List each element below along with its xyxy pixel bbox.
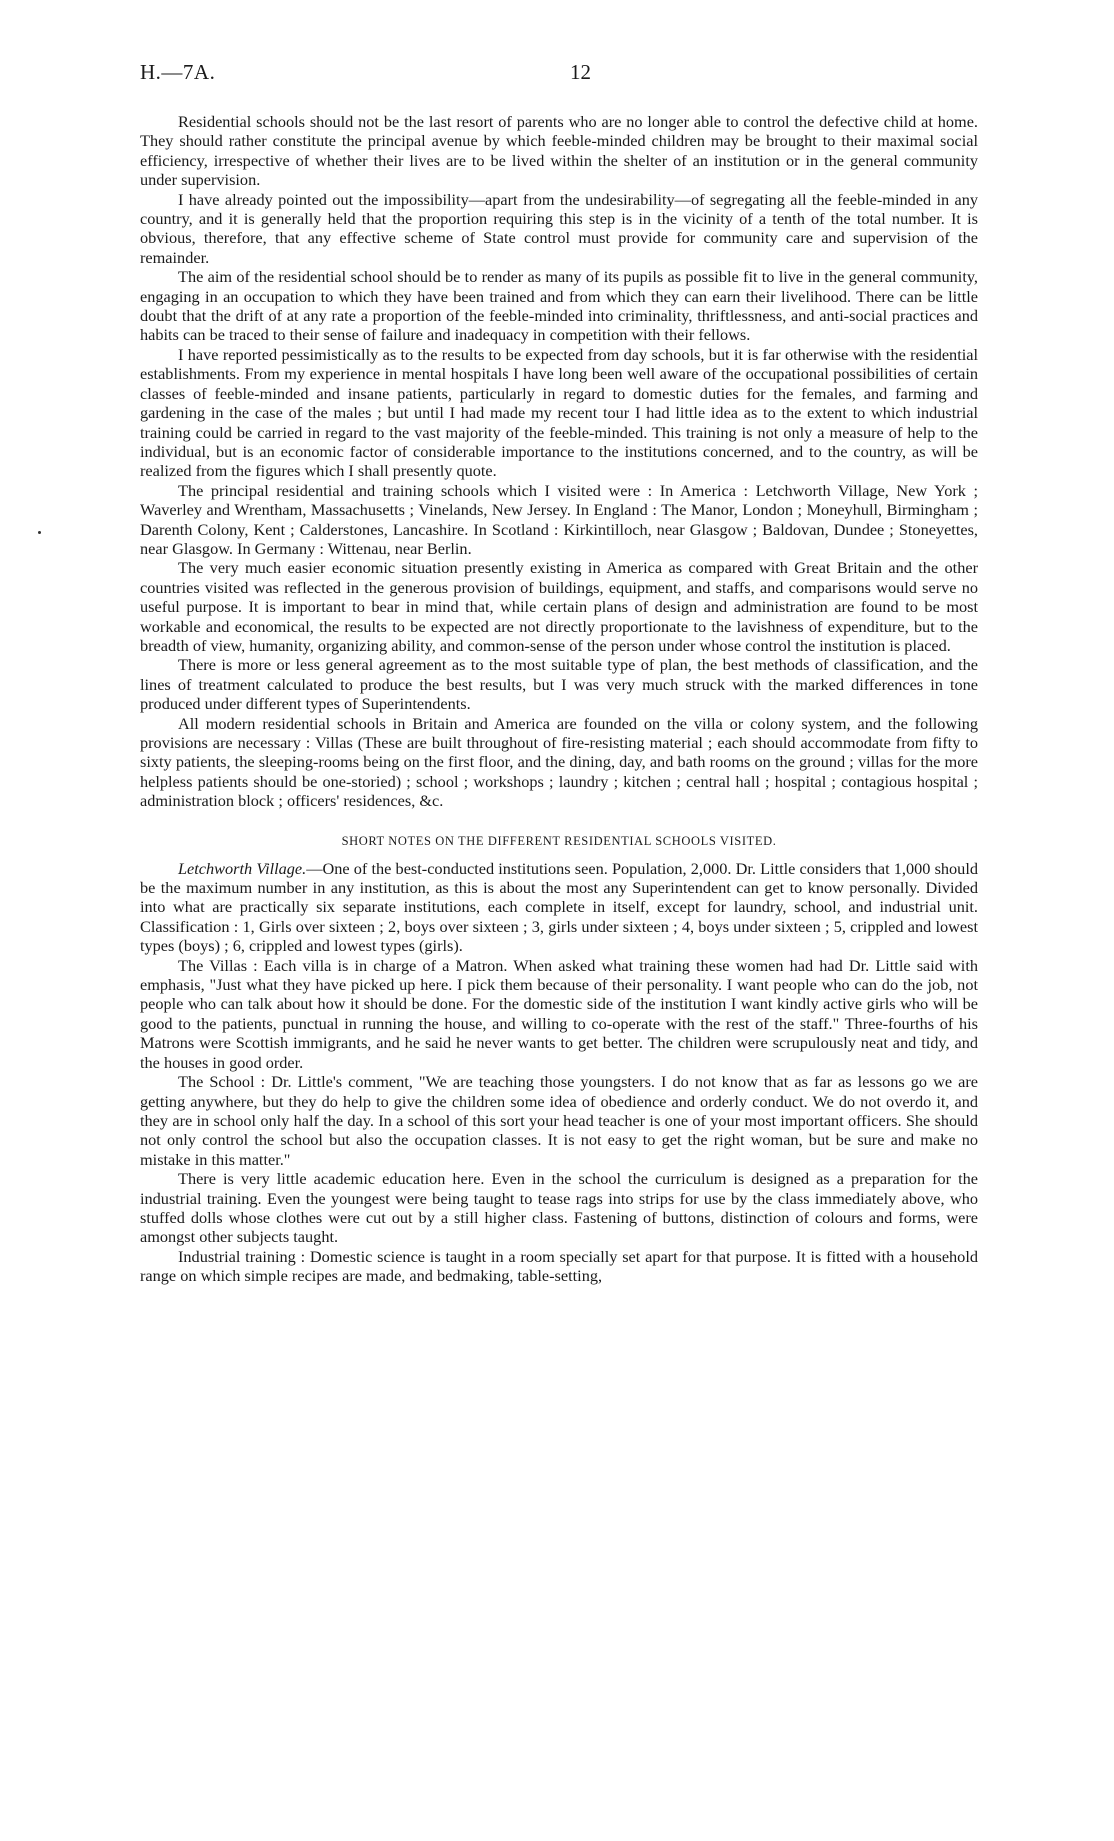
page-header xyxy=(140,60,978,88)
paragraph: The very much easier economic situation presently existing in America as compared with Great Britain and the other countries visited was reflected in the generous provision of buildings, equipment, and staffs, and comparisons would serve no useful purpose. It is important to bear in mind that, while certain plans of design and administration are found to be most workable and economical, the results to be expected are not directly proportionate to the lavishness of expenditure, but to the breadth of view, humanity, organizing ability, and common-sense of the person under whose control the institution is placed. xyxy=(140,558,978,655)
document-body xyxy=(140,112,978,1286)
paragraph-letchworth xyxy=(140,859,978,956)
paragraph: All modern residential schools in Britain and America are founded on the villa or colony system, and the following provisions are necessary : Villas (These are built throughout of fire-resisting material ; each should accommodate from fifty to sixty patients, the sleeping-rooms being on the first floor, and the dining, day, and bath rooms on the ground ; villas for the more helpless patients should be one-storied) ; school ; workshops ; laundry ; kitchen ; central hall ; hospital ; contagious hospital ; administration block ; officers' residences, &c. xyxy=(140,713,978,811)
institution-name: Letchworth Village. xyxy=(178,858,307,878)
institution-description: —One of the best-conducted institutions seen. Population, 2,000. Dr. Little considers that 1,000 should be the maximum number in any institution, as this is about the most any Superintendent can get to know personally. Divided into what are practically six separate institutions, each complete in itself, except for laundry, school, and industrial unit. Classification : 1, Girls over sixteen ; 2, boys over sixteen ; 3, girls under sixteen ; 4, boys under sixteen ; 5, crippled and lowest types (boys) ; 6, crippled and lowest types (girls). xyxy=(140,858,978,956)
paragraph: The Villas : Each villa is in charge of a Matron. When asked what training these women had had Dr. Little said with emphasis, "Just what they have picked up here. I pick them because of their personality. I want people who can do the job, not people who can talk about how it should be done. For the domestic side of the institution I want kindly active girls who will be good to the patients, punctual in running the house, and willing to co-operate with the rest of the staff." Three-fourths of his Matrons were Scottish immigrants, and he said he never wants to get better. The children were scrupulously neat and tidy, and the houses in good order. xyxy=(140,955,978,1072)
paragraph: The School : Dr. Little's comment, "We are teaching those youngsters. I do not know that as far as lessons go we are getting anywhere, but they do help to give the children some idea of obedience and orderly conduct. We do not overdo it, and they are in school only half the day. In a school of this sort your head teacher is one of your most important officers. She should not only control the school but also the occupation classes. It is not easy to get the right woman, but be sure and make no mistake in this matter." xyxy=(140,1072,978,1169)
page-number: 12 xyxy=(570,60,591,84)
paragraph: Industrial training : Domestic science is taught in a room specially set apart for that purpose. It is fitted with a household range on which simple recipes are made, and bedmaking, table-setting, xyxy=(140,1246,978,1286)
paragraph: The aim of the residential school should be to render as many of its pupils as possible fit to live in the general community, engaging in an occupation to which they have been trained and from which they can earn their livelihood. There can be little doubt that the drift of at any rate a proportion of the feeble-minded into criminality, thriftlessness, and anti-social practices and habits can be traced to their sense of failure and inadequacy in competition with their fellows. xyxy=(140,267,978,345)
paragraph: Residential schools should not be the last resort of parents who are no longer able to control the defective child at home. They should rather constitute the principal avenue by which feeble-minded children may be brought to their maximal social efficiency, irrespective of whether their lives are to be lived within the shelter of an institution or in the general community under supervision. xyxy=(140,112,978,190)
margin-mark xyxy=(38,531,41,534)
paragraph: There is very little academic education here. Even in the school the curriculum is designed as a preparation for the industrial training. Even the youngest were being taught to tease rags into strips for use by the class immediately above, who stuffed dolls whose clothes were cut out by a still higher class. Fastening of buttons, distinction of colours and forms, were amongst other subjects taught. xyxy=(140,1169,978,1247)
section-heading: SHORT NOTES ON THE DIFFERENT RESIDENTIAL SCHOOLS VISITED. xyxy=(341,833,777,848)
paragraph: There is more or less general agreement as to the most suitable type of plan, the best methods of classification, and the lines of treatment calculated to produce the best results, but I was very much struck with the marked differences in tone produced under different types of Superintendents. xyxy=(140,655,978,714)
paragraph: I have reported pessimistically as to the results to be expected from day schools, but it is far otherwise with the residential establishments. From my experience in mental hospitals I have long been well aware of the occupational possibilities of certain classes of feeble-minded and insane patients, particularly in regard to domestic duties for the females, and farming and gardening in the case of the males ; but until I had made my recent tour I had little idea as to the extent to which industrial training could be carried in regard to the vast majority of the feeble-minded. This training is not only a measure of help to the individual, but is an economic factor of considerable importance to the institutions concerned, and to the country, as will be realized from the figures which I shall presently quote. xyxy=(140,344,978,481)
paragraph: The principal residential and training schools which I visited were : In America : Letchworth Village, New York ; Waverley and Wrentham, Massachusetts ; Vinelands, New Jersey. In England : The Manor, London ; Moneyhull, Birmingham ; Darenth Colony, Kent ; Calderstones, Lancashire. In Scotland : Kirkintilloch, near Glasgow ; Baldovan, Dundee ; Stoneyettes, near Glasgow. In Germany : Wittenau, near Berlin. xyxy=(140,480,978,558)
document-reference: H.—7A. xyxy=(140,60,216,84)
paragraph: I have already pointed out the impossibility—apart from the undesirability—of segregating all the feeble-minded in any country, and it is generally held that the proportion requiring this step is in the vicinity of a tenth of the total number. It is obvious, therefore, that any effective scheme of State control must provide for community care and supervision of the remainder. xyxy=(140,189,978,267)
